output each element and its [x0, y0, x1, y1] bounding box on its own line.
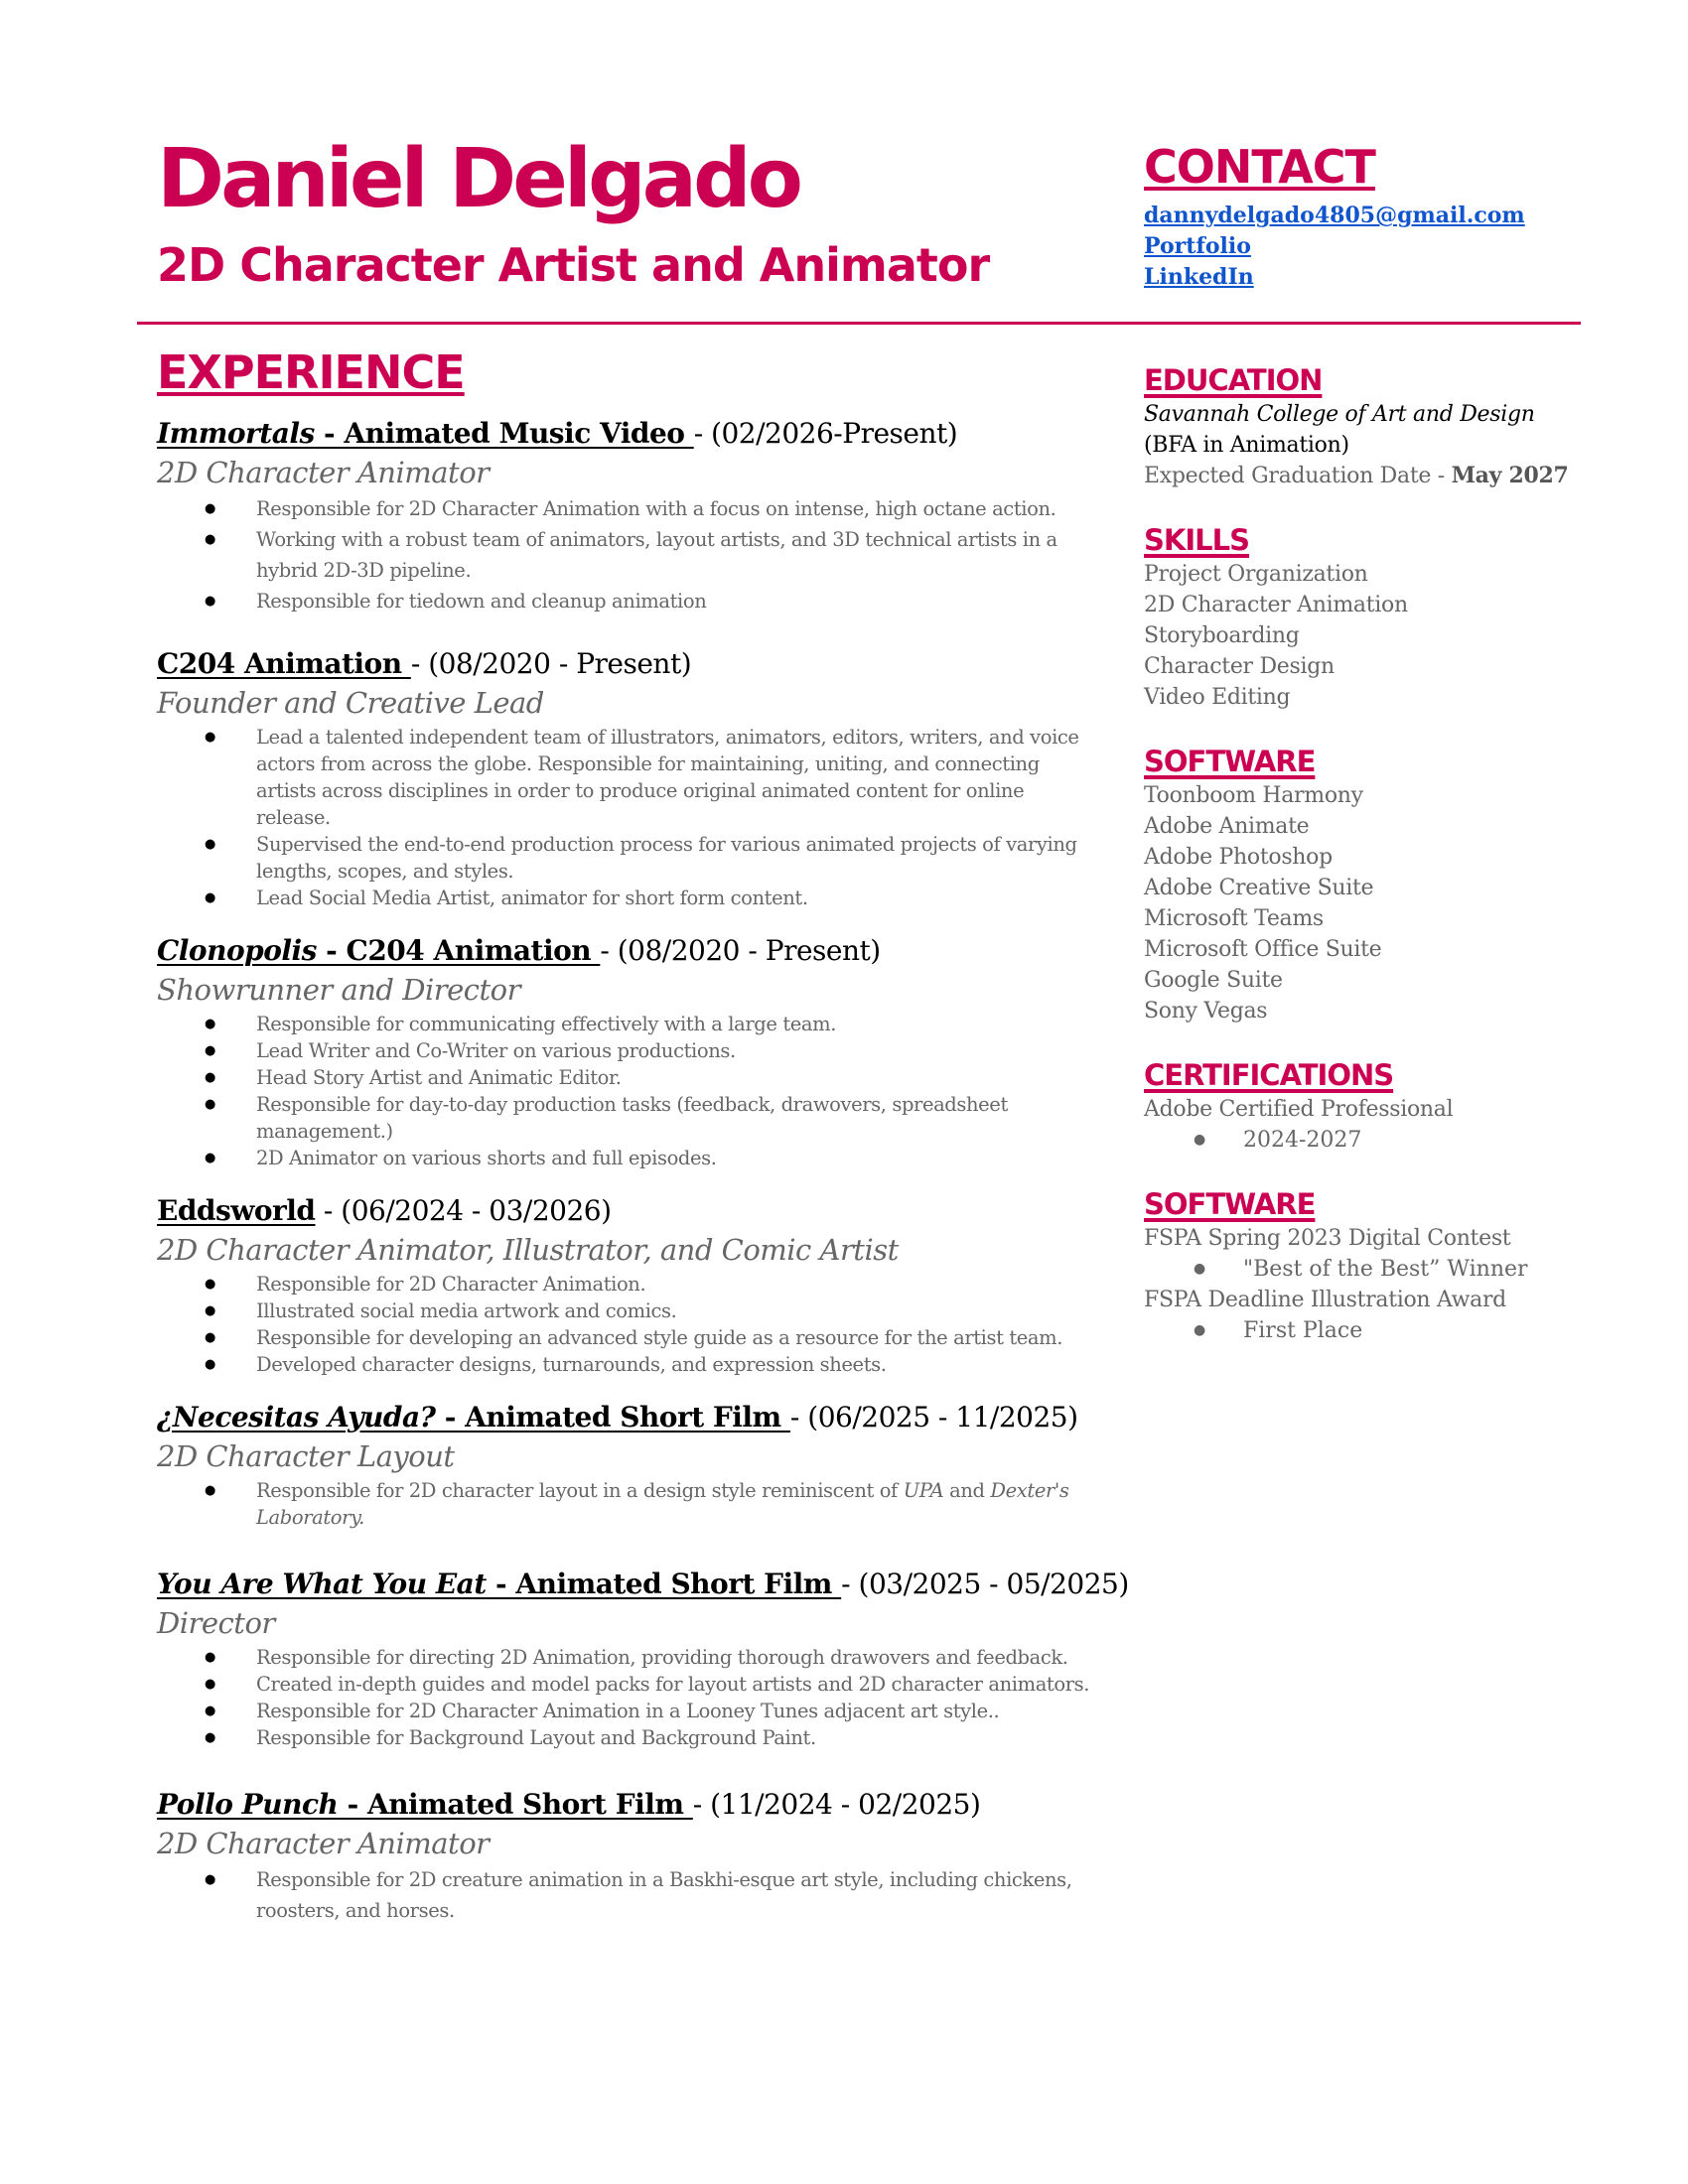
- award-detail: ● First Place: [1144, 1315, 1581, 1346]
- job-dates: - (06/2024 - 03/2026): [315, 1193, 612, 1227]
- software-heading: SOFTWARE: [1144, 745, 1316, 778]
- job-bullets: [157, 1864, 1110, 1926]
- bullet-item: ● Responsible for day-to-day production tasks (feedback, drawovers, spreadsheet management.): [157, 1091, 1110, 1145]
- awards-heading: SOFTWARE: [1144, 1187, 1316, 1221]
- job-entry: [157, 1191, 1110, 1378]
- job-title-italic: Pollo Punch: [157, 1787, 339, 1821]
- bullet-item: ● Responsible for communicating effectively with a large team.: [157, 1011, 1110, 1037]
- bullet-item: ● Responsible for 2D creature animation in a Baskhi-esque art style, including chickens, roosters, and horses.: [157, 1864, 1110, 1926]
- bullet-item: ● Lead a talented independent team of illustrators, animators, editors, writers, and voice actors from across the globe. Responsible for maintaining, uniting, and connecting artists across disciplines in order to produce original animated content for online release.: [157, 724, 1110, 831]
- bullet-item: ● Responsible for Background Layout and Background Paint.: [157, 1724, 1110, 1751]
- software-item: Adobe Photoshop: [1144, 845, 1333, 870]
- bullet-emphasis: Dexter's Laboratory.: [256, 1478, 1069, 1529]
- job-dates: - (08/2020 - Present): [600, 933, 881, 967]
- job-dates: - (03/2025 - 05/2025): [841, 1567, 1129, 1600]
- job-title: [157, 414, 1110, 454]
- certifications-heading: CERTIFICATIONS: [1144, 1058, 1394, 1092]
- job-role: 2D Character Animator: [157, 1826, 490, 1860]
- graduation-label: Expected Graduation Date -: [1144, 464, 1452, 488]
- bullet-item: ● Illustrated social media artwork and comics.: [157, 1297, 1110, 1324]
- job-bullets: [157, 1271, 1110, 1378]
- software-item: Adobe Animate: [1144, 814, 1310, 839]
- job-dates: - (02/2026-Present): [693, 416, 958, 450]
- job-title-text: - Animated Short Film: [486, 1567, 842, 1600]
- job-title: [157, 931, 1110, 971]
- job-title-text: - Animated Music Video: [314, 416, 694, 450]
- email-link[interactable]: dannydelgado4805@gmail.com: [1144, 203, 1525, 229]
- job-bullets: [157, 1644, 1110, 1751]
- candidate-role: 2D Character Artist and Animator: [157, 238, 990, 292]
- awards-section: [1144, 1185, 1581, 1346]
- education-heading: EDUCATION: [1144, 363, 1323, 397]
- bullet-item: [157, 1477, 1110, 1531]
- contact-heading: CONTACT: [1144, 140, 1375, 194]
- job-title-italic: Immortals: [157, 416, 315, 450]
- award-detail: ● "Best of the Best” Winner: [1144, 1254, 1581, 1285]
- certifications-section: [1144, 1056, 1581, 1156]
- job-entry: [157, 1785, 1110, 1926]
- candidate-name: Daniel Delgado: [157, 132, 800, 226]
- job-title-text: - Animated Short Film: [338, 1787, 693, 1821]
- graduation-date: [1144, 461, 1581, 491]
- software-item: Microsoft Teams: [1144, 906, 1324, 931]
- skills-section: [1144, 521, 1581, 713]
- job-entry: [157, 644, 1110, 911]
- job-title: [157, 1785, 1110, 1825]
- job-entry: [157, 1398, 1110, 1531]
- software-section: [1144, 743, 1581, 1026]
- software-item: Adobe Creative Suite: [1144, 876, 1374, 900]
- bullet-emphasis: UPA: [903, 1478, 944, 1502]
- job-role: 2D Character Layout: [157, 1438, 455, 1473]
- bullet-item: ● Developed character designs, turnarounds, and expression sheets.: [157, 1351, 1110, 1378]
- job-title: [157, 1565, 1129, 1604]
- job-title-text: C204 Animation: [157, 646, 411, 680]
- experience-section: [157, 345, 1129, 1926]
- bullet-text: Responsible for 2D character layout in a design style reminiscent of: [256, 1478, 904, 1502]
- contact-section: [1144, 140, 1525, 293]
- bullet-item: ● Responsible for 2D Character Animation with a focus on intense, high octane action.: [157, 493, 1110, 524]
- job-title-italic: Clonopolis: [157, 933, 317, 967]
- certification-years: ● 2024-2027: [1144, 1125, 1581, 1156]
- software-item: Google Suite: [1144, 968, 1283, 993]
- job-title-text: - C204 Animation: [316, 933, 601, 967]
- job-title: [157, 1398, 1110, 1437]
- bullet-item: ● Created in-depth guides and model packs for layout artists and 2D character animators.: [157, 1671, 1110, 1698]
- skill-item: 2D Character Animation: [1144, 593, 1408, 617]
- graduation-value: May 2027: [1451, 463, 1569, 488]
- job-dates: - (08/2020 - Present): [410, 646, 692, 680]
- linkedin-link[interactable]: LinkedIn: [1144, 264, 1254, 291]
- skill-item: Character Design: [1144, 654, 1335, 679]
- bullet-text: and: [943, 1478, 991, 1502]
- job-bullets: [157, 1477, 1110, 1531]
- bullet-item: ● Responsible for 2D Character Animation.: [157, 1271, 1110, 1297]
- experience-heading: EXPERIENCE: [157, 345, 465, 399]
- bullet-item: ● Responsible for tiedown and cleanup animation: [157, 586, 1110, 616]
- sidebar: [1144, 361, 1581, 1376]
- job-bullets: [157, 724, 1110, 911]
- education-section: [1144, 361, 1581, 491]
- skill-item: Video Editing: [1144, 685, 1291, 710]
- software-item: Microsoft Office Suite: [1144, 937, 1382, 962]
- bullet-item: ● Responsible for 2D Character Animation in a Looney Tunes adjacent art style..: [157, 1698, 1110, 1724]
- job-entry: [157, 931, 1110, 1171]
- bullet-item: ● Lead Social Media Artist, animator for short form content.: [157, 885, 1110, 911]
- award-name: FSPA Spring 2023 Digital Contest: [1144, 1226, 1511, 1251]
- job-title: [157, 1191, 1110, 1231]
- job-title-italic: ¿Necesitas Ayuda?: [157, 1400, 436, 1433]
- job-role: Founder and Creative Lead: [157, 685, 544, 720]
- job-bullets: [157, 493, 1110, 616]
- job-dates: - (06/2025 - 11/2025): [789, 1400, 1078, 1433]
- software-item: Sony Vegas: [1144, 999, 1268, 1024]
- job-entry: [157, 1565, 1129, 1751]
- bullet-item: ● Supervised the end-to-end production process for various animated projects of varying lengths, scopes, and styles.: [157, 831, 1110, 885]
- bullet-item: ● Lead Writer and Co-Writer on various productions.: [157, 1037, 1110, 1064]
- skill-item: Project Organization: [1144, 562, 1368, 587]
- job-bullets: [157, 1011, 1110, 1171]
- job-role: Showrunner and Director: [157, 972, 520, 1007]
- degree: (BFA in Animation): [1144, 433, 1349, 458]
- job-title: [157, 644, 1110, 684]
- job-role: 2D Character Animator: [157, 455, 490, 489]
- contact-links: [1144, 201, 1525, 293]
- skills-heading: SKILLS: [1144, 523, 1249, 557]
- bullet-item: ● 2D Animator on various shorts and full episodes.: [157, 1145, 1110, 1171]
- job-title-italic: You Are What You Eat: [157, 1567, 487, 1600]
- job-dates: - (11/2024 - 02/2025): [692, 1787, 981, 1821]
- software-item: Toonboom Harmony: [1144, 783, 1363, 808]
- job-role: 2D Character Animator, Illustrator, and Comic Artist: [157, 1232, 899, 1267]
- bullet-item: ● Responsible for directing 2D Animation, providing thorough drawovers and feedback.: [157, 1644, 1110, 1671]
- bullet-item: ● Responsible for developing an advanced style guide as a resource for the artist team.: [157, 1324, 1110, 1351]
- job-role: Director: [157, 1605, 275, 1640]
- job-title-text: Eddsworld: [157, 1193, 316, 1227]
- job-entry: [157, 414, 1110, 616]
- job-title-text: - Animated Short Film: [435, 1400, 790, 1433]
- header-divider: [137, 322, 1581, 325]
- award-name: FSPA Deadline Illustration Award: [1144, 1288, 1506, 1312]
- skill-item: Storyboarding: [1144, 623, 1300, 648]
- portfolio-link[interactable]: Portfolio: [1144, 233, 1251, 260]
- bullet-item: ● Working with a robust team of animators, layout artists, and 3D technical artists in a hybrid 2D-3D pipeline.: [157, 524, 1110, 586]
- bullet-item: ● Head Story Artist and Animatic Editor.: [157, 1064, 1110, 1091]
- school-name: Savannah College of Art and Design: [1144, 402, 1535, 427]
- certification-name: Adobe Certified Professional: [1144, 1097, 1454, 1122]
